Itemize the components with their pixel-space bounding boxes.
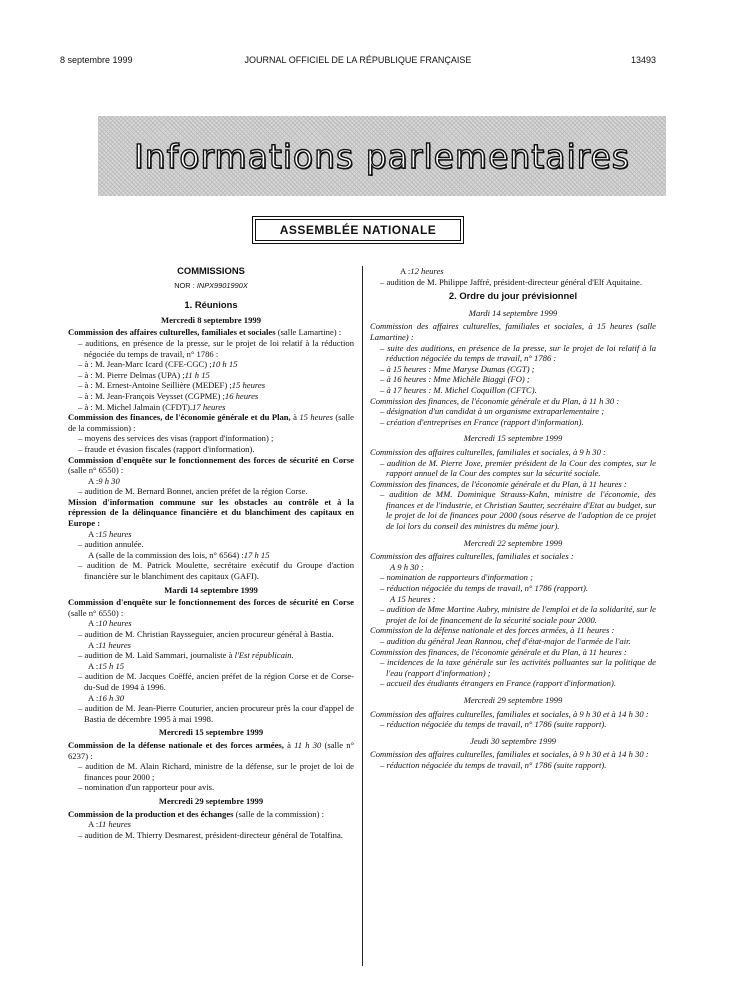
agenda-item (370, 385, 656, 396)
text-run: – audition du général Jean Rannou, chef d'état-major de l'armée de l'air. (380, 636, 631, 646)
text-run: (salle n° 6237) : (68, 739, 355, 761)
time-text: 15 heures (299, 412, 333, 423)
agenda-item (370, 572, 656, 583)
journal-title: JOURNAL OFFICIEL DE LA RÉPUBLIQUE FRANÇAISE (244, 55, 472, 65)
text-run: : M. Jean-Marc Icard (CFE-CGC) ; (90, 359, 212, 370)
time-text: 11 heures (98, 819, 131, 830)
time-slot (370, 594, 656, 605)
time-text: 12 heures (410, 266, 444, 276)
commission-entry (370, 321, 656, 342)
time-text: 15 h 15 (98, 660, 125, 671)
commission-entry (370, 396, 656, 407)
text-run: à (290, 412, 300, 423)
right-column (370, 266, 656, 771)
text-run: A (88, 692, 96, 703)
agenda-item (370, 657, 656, 678)
text-run: A (88, 660, 96, 671)
text-run: Mercredi 29 septembre 1999 (158, 795, 264, 806)
time-text: 16 heures (224, 390, 259, 401)
text-run: : (95, 618, 99, 629)
text-run: Mardi 14 septembre 1999 (468, 307, 558, 318)
text-run: A (88, 549, 96, 560)
nor-code: INPX9901990X (196, 280, 248, 290)
time-slot (68, 640, 354, 651)
commission-entry (370, 749, 656, 760)
time-text: 11 h 30 (294, 739, 322, 750)
section-reunions: 1. Réunions (184, 299, 238, 311)
agenda-item (68, 402, 354, 413)
text-run: Mercredi 29 septembre 1999 (463, 694, 563, 705)
commission-entry (68, 327, 354, 338)
agenda-item (68, 359, 354, 370)
text-run: Commission des affaires culturelles, familiales et sociales, à 9 h 30 et à 14 h 30 : (370, 708, 649, 719)
text-run: – audition de M. Thierry Desmarest, président-directeur général de Totalfina. (78, 829, 343, 840)
day-heading (370, 433, 656, 444)
text-run: (salle Lamartine) : (275, 327, 342, 338)
text-run: – audition de MM. Dominique Strauss-Kahn, ministre de l'économie, des finances et de l'industrie, et Christian Sautter, secrétaire d'Etat au budget, sur le projet de loi de finances pour 2000 (sous réserve de l'adoption de ce projet de loi lors du conseil des ministres du même jour). (380, 489, 656, 532)
text-run: (salle de la commission des lois, n° 6564) : (95, 549, 244, 560)
text-run: : (95, 660, 99, 671)
text-run: – nomination d'un rapporteur pour avis. (78, 782, 215, 793)
commission-entry (68, 497, 354, 529)
text-run: Commission des affaires culturelles, familiales et sociales, à 9 h 30 et à 14 h 30 : (370, 749, 649, 760)
time-text: 16 h 30 (98, 692, 125, 703)
text-run: – audition de M. Patrick Moulette, secrétaire exécutif du Groupe d'action financière sur le blanchiment des capitaux (GAFI). (78, 560, 354, 582)
agenda-item (370, 406, 656, 417)
text-run: A (88, 639, 96, 650)
text-run: – audition de M. Philippe Jaffré, président-directeur général d'Elf Aquitaine. (380, 276, 642, 287)
commission-name: Commission de la production et des échanges (68, 808, 234, 819)
nor-prefix: NOR : (174, 280, 197, 290)
text-run: Mercredi 22 septembre 1999 (463, 537, 563, 548)
text-run: Mercredi 8 septembre 1999 (161, 314, 261, 325)
agenda-item (370, 343, 656, 364)
commission-entry (68, 412, 354, 433)
time-text: 11 h 15 (184, 369, 210, 380)
agenda-item (370, 583, 656, 594)
agenda-item (68, 761, 354, 782)
text-run: – à (78, 401, 91, 412)
text-run: (salle n° 6550) : (68, 607, 124, 618)
text-run: : (95, 528, 99, 539)
text-run: Commission des finances, de l'économie générale et du Plan, à 11 heures : (370, 646, 627, 657)
text-run: : M. Pierre Delmas (UPA) ; (90, 369, 185, 380)
text-run: A (400, 266, 408, 276)
agenda-item (370, 719, 656, 730)
assembly-box (252, 216, 464, 244)
commission-name: Commission de la défense nationale et des forces armées, (68, 739, 284, 750)
day-heading (68, 796, 354, 807)
agenda-item (68, 486, 354, 497)
time-slot (370, 562, 656, 573)
commissions-heading: COMMISSIONS (177, 265, 245, 276)
text-run: Jeudi 30 septembre 1999 (470, 735, 556, 746)
text-run: A (88, 618, 96, 629)
text-run: – réduction négociée du temps de travail, n° 1786 (rapport). (380, 583, 588, 594)
text-run: – auditions, en présence de la presse, sur le projet de loi relatif à la réduction négociée du temps de travail, n° 1786 : (78, 337, 354, 359)
agenda-item (370, 636, 656, 647)
text-run: – à (78, 390, 91, 401)
time-text: 11 heures (98, 639, 131, 650)
text-run: – réduction négociée du temps de travail, n° 1786 (suite rapport). (380, 719, 607, 730)
commission-name: Mission d'information commune sur les obstacles au contrôle et à la répression de la délinquance financière et du blanchiment des capitaux en Europe : (68, 496, 354, 529)
time-text: 15 heures (231, 380, 266, 391)
text-run: Commission des affaires culturelles, familiales et sociales, à 9 h 30 : (370, 446, 606, 457)
text-run: – suite des auditions, en présence de la presse, sur le projet de loi relatif à la réduction négociée du temps de travail, n° 1786 : (380, 342, 656, 364)
text-run: – audition de M. Jacques Coëffé, ancien préfet de la région Corse et de Corse-du-Sud de 1994 à 1996. (78, 671, 354, 692)
time-slot (68, 693, 354, 704)
day-heading (370, 736, 656, 747)
section-ordre-du-jour: 2. Ordre du jour prévisionnel (448, 290, 578, 302)
text-run: – nomination de rapporteurs d'information ; (380, 572, 533, 583)
commission-entry (68, 809, 354, 820)
time-slot (370, 266, 656, 277)
text-run: – à (78, 369, 91, 380)
agenda-item (68, 560, 354, 581)
text-run: Commission des affaires culturelles, familiales et sociales, à 15 heures (salle Lamartine) : (370, 321, 656, 342)
right-blocks (370, 308, 656, 771)
section-banner (98, 116, 666, 196)
agenda-item (370, 458, 656, 479)
text-run: : (95, 639, 99, 650)
time-text: 17 heures (192, 401, 226, 412)
text-run: – création d'entreprises en France (rapport d'information). (380, 416, 584, 427)
text-run: (salle n° 6550) : (68, 465, 124, 476)
agenda-item (68, 650, 354, 661)
text-run: (salle de la commission) : (68, 412, 354, 433)
text-run: – à 15 heures : Mme Maryse Dumas (CGT) ; (380, 363, 535, 374)
time-slot (68, 476, 354, 487)
text-run: Mercredi 15 septembre 1999 (463, 433, 563, 444)
agenda-item (68, 830, 354, 841)
issue-date: 8 septembre 1999 (60, 55, 133, 65)
time-text: 9 h 30 (98, 475, 120, 486)
text-run: : (95, 819, 99, 830)
text-run: : M. Michel Jalmain (CFDT). (90, 401, 193, 412)
page-number: 13493 (630, 55, 656, 65)
text-run: – à (78, 380, 91, 391)
agenda-item (68, 391, 354, 402)
assembly-title: ASSEMBLÉE NATIONALE (255, 219, 461, 241)
commission-entry (370, 479, 656, 490)
text-run: – audition de M. Laïd Sammari, journaliste à (78, 650, 235, 661)
commission-entry (68, 597, 354, 618)
agenda-item (370, 489, 656, 531)
time-slot (68, 819, 354, 830)
day-heading (68, 727, 354, 738)
time-slot (68, 618, 354, 629)
agenda-item (370, 760, 656, 771)
text-run: : M. Ernest-Antoine Seillière (MEDEF) ; (90, 380, 232, 391)
left-blocks (68, 315, 354, 841)
text-run: : M. Jean-François Veysset (CGPME) ; (90, 390, 225, 401)
page-header (60, 55, 656, 67)
text-run: – audition de M. Alain Richard, ministre de la défense, sur le projet de loi de finances pour 2000 ; (78, 761, 354, 782)
left-column (68, 266, 354, 840)
text-run: A 9 h 30 : (390, 561, 424, 572)
agenda-item (68, 671, 354, 692)
text-run: – fraude et évasion fiscales (rapport d'information). (78, 443, 255, 454)
text-run: – accueil des étudiants étrangers en France (rapport d'information). (380, 678, 616, 689)
agenda-item (68, 433, 354, 444)
text-run: – audition de Mme Martine Aubry, ministre de l'emploi et de la solidarité, sur le projet de loi de financement de la sécurité sociale pour 2000. (380, 604, 656, 625)
column-divider (362, 266, 363, 966)
commission-entry (68, 740, 354, 761)
agenda-item (68, 370, 354, 381)
agenda-item (370, 364, 656, 375)
text-run: (salle de la commission) : (233, 808, 324, 819)
text-run: – à 16 heures : Mme Michèle Biaggi (FO) ; (380, 374, 530, 385)
commission-entry (370, 447, 656, 458)
agenda-item (68, 782, 354, 793)
text-run: – audition de M. Christian Raysseguier, ancien procureur général à Bastia. (78, 629, 334, 639)
time-text: 10 heures (98, 618, 132, 629)
agenda-item (370, 604, 656, 625)
agenda-item (370, 374, 656, 385)
text-run: à (283, 739, 295, 750)
agenda-item (370, 678, 656, 689)
agenda-item (370, 417, 656, 428)
agenda-item (68, 629, 354, 640)
agenda-item (370, 277, 656, 288)
text-run: : (95, 692, 99, 703)
agenda-item (68, 380, 354, 391)
text-run: A 15 heures : (390, 593, 436, 604)
text-run: – audition de M. Pierre Joxe, premier président de la Cour des comptes, sur le rapport annuel de la Cour des comptes sur la sécurité sociale. (380, 457, 656, 479)
text-run: – audition annulée. (78, 539, 144, 550)
commission-name: Commission d'enquête sur le fonctionnement des forces de sécurité en Corse (68, 454, 354, 465)
time-slot (68, 550, 354, 561)
text-run: Commission de la défense nationale et des forces armées, à 11 heures : (370, 625, 615, 636)
commission-entry (370, 625, 656, 636)
text-run: : (407, 266, 411, 276)
commission-name: Commission des finances, de l'économie générale et du Plan, (68, 412, 291, 423)
day-heading (370, 695, 656, 706)
text-run: – audition de M. Bernard Bonnet, ancien préfet de la région Corse. (78, 486, 308, 497)
agenda-item (68, 539, 354, 550)
day-heading (370, 308, 656, 319)
text-run: – incidences de la taxe générale sur les activités polluantes sur la politique de l'eau (rapport d'information) ; (380, 657, 656, 678)
text-run: Mardi 14 septembre 1999 (164, 584, 258, 595)
day-heading (370, 538, 656, 549)
text-run: Commission des finances, de l'économie générale et du Plan, à 11 heures : (370, 478, 627, 489)
text-run: – moyens des services des visas (rapport d'information) ; (78, 433, 274, 444)
text-run: – désignation d'un candidat à un organisme extraparlementaire ; (380, 406, 605, 417)
nor-reference (68, 281, 354, 292)
time-text: l'Est républicain. (234, 650, 294, 661)
right-top-blocks (370, 266, 656, 287)
commission-entry (370, 647, 656, 658)
text-run: A (88, 475, 96, 486)
text-run: A (88, 528, 96, 539)
banner-title: Informations parlementaires (134, 136, 630, 176)
text-run: Commission des affaires culturelles, familiales et sociales : (370, 551, 574, 562)
text-run: – audition de M. Jean-Pierre Couturier, ancien procureur près la cour d'appel de Bastia de décembre 1995 à mai 1998. (78, 703, 354, 724)
commission-entry (68, 455, 354, 476)
commission-name: Commission des affaires culturelles, familiales et sociales (68, 327, 276, 338)
text-run: : (95, 475, 99, 486)
time-slot (68, 661, 354, 672)
time-text: 15 heures (98, 528, 132, 539)
time-slot (68, 529, 354, 540)
agenda-item (68, 444, 354, 455)
text-run: – réduction négociée du temps de travail, n° 1786 (suite rapport). (380, 759, 607, 770)
time-text: 10 h 15 (211, 359, 238, 370)
day-heading (68, 585, 354, 596)
text-run: – à 17 heures : M. Michel Coquillon (CFTC). (380, 384, 537, 395)
text-run: Mercredi 15 septembre 1999 (158, 727, 264, 738)
commission-entry (370, 709, 656, 720)
commission-entry (370, 551, 656, 562)
commission-name: Commission d'enquête sur le fonctionnement des forces de sécurité en Corse (68, 597, 354, 608)
agenda-item (68, 338, 354, 359)
text-run: A (88, 819, 96, 830)
day-heading (68, 315, 354, 326)
agenda-item (68, 703, 354, 724)
text-run: – à (78, 359, 91, 370)
time-text: 17 h 15 (243, 549, 270, 560)
text-run: Commission des finances, de l'économie générale et du Plan, à 11 h 30 : (370, 395, 620, 406)
